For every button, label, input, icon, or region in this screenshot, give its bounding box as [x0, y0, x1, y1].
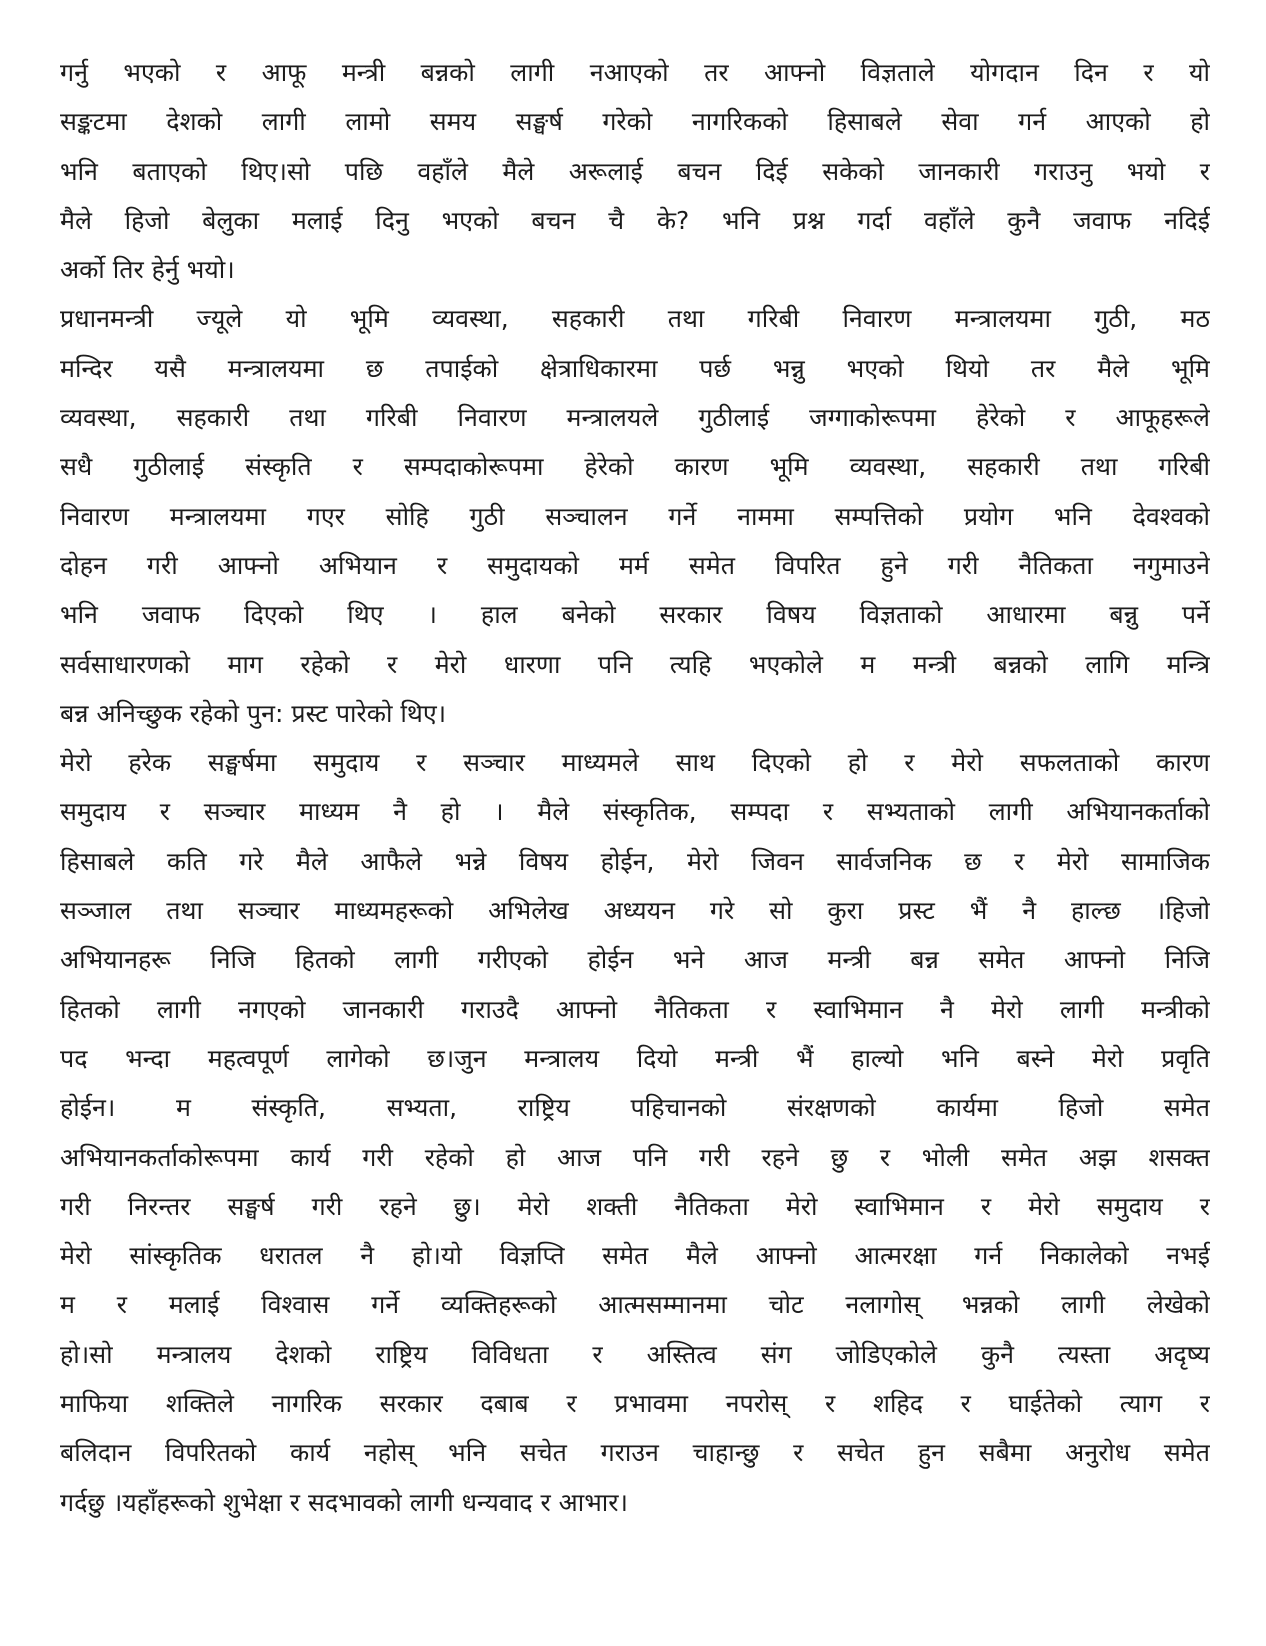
paragraph-2	[60, 294, 1210, 738]
text-line: हितको लागी नगएको जानकारी गराउदै आफ्नो नैतिकता र स्वाभिमान नै मेरो लागी मन्त्रीको	[60, 994, 1210, 1024]
text-line: माफिया शक्तिले नागरिक सरकार दबाब र प्रभावमा नपरोस् र शहिद र घाईतेको त्याग र	[60, 1389, 1210, 1419]
text-line: निवारण मन्त्रालयमा गएर सोहि गुठी सञ्चालन गर्ने नाममा सम्पत्तिको प्रयोग भनि देवश्वको	[60, 501, 1210, 531]
text-line: व्यवस्था, सहकारी तथा गरिबी निवारण मन्त्रालयले गुठीलाई जग्गाकोरूपमा हेरेको र आफूहरूले	[60, 403, 1210, 433]
text-line: मेरो सांस्कृतिक धरातल नै हो।यो विज्ञप्ति समेत मैले आफ्नो आत्मरक्षा गर्न निकालेको नभई	[60, 1241, 1210, 1271]
paragraph-3	[60, 738, 1210, 1527]
text-line: अभियानहरू निजि हितको लागी गरीएको होईन भने आज मन्त्री बन्न समेत आफ्नो निजि	[60, 945, 1210, 975]
text-line: मन्दिर यसै मन्त्रालयमा छ तपाईको क्षेत्राधिकारमा पर्छ भन्नु भएको थियो तर मैले भूमि	[60, 353, 1210, 383]
text-line: भनि जवाफ दिएको थिए । हाल बनेको सरकार विषय विज्ञताको आधारमा बन्नु पर्ने	[60, 600, 1210, 630]
text-line: हिसाबले कति गरे मैले आफैले भन्ने विषय होईन, मेरो जिवन सार्वजनिक छ र मेरो सामाजिक	[60, 846, 1210, 876]
text-line: सर्वसाधारणको माग रहेको र मेरो धारणा पनि त्यहि भएकोले म मन्त्री बन्नको लागि मन्त्रि	[60, 649, 1210, 679]
text-line: होईन। म संस्कृति, सभ्यता, राष्ट्रिय पहिचानको संरक्षणको कार्यमा हिजो समेत	[60, 1093, 1210, 1123]
text-line: सधै गुठीलाई संस्कृति र सम्पदाकोरूपमा हेरेको कारण भूमि व्यवस्था, सहकारी तथा गरिबी	[60, 452, 1210, 482]
text-line: गर्दछु ।यहाँहरूको शुभेक्षा र सदभावको लागी धन्यवाद र आभार।	[60, 1487, 628, 1517]
text-line: म र मलाई विश्वास गर्ने व्यक्तिहरूको आत्मसम्मानमा चोट नलागोस् भन्नको लागी लेखेको	[60, 1290, 1210, 1320]
text-line: सङ्कटमा देशको लागी लामो समय सङ्घर्ष गरेको नागरिकको हिसाबले सेवा गर्न आएको हो	[60, 107, 1210, 137]
text-line: भनि बताएको थिए।सो पछि वहाँले मैले अरूलाई बचन दिई सकेको जानकारी गराउनु भयो र	[60, 156, 1210, 186]
text-line: समुदाय र सञ्चार माध्यम नै हो । मैले संस्कृतिक, सम्पदा र सभ्यताको लागी अभियानकर्ताको	[60, 797, 1210, 827]
text-line: पद भन्दा महत्वपूर्ण लागेको छ।जुन मन्त्रालय दियो मन्त्री भैं हाल्यो भनि बस्ने मेरो प्रवृति	[60, 1043, 1210, 1073]
paragraph-1	[60, 48, 1210, 294]
text-line: बलिदान विपरितको कार्य नहोस् भनि सचेत गराउन चाहान्छु र सचेत हुन सबैमा अनुरोध समेत	[60, 1438, 1210, 1468]
text-line: मैले हिजो बेलुका मलाई दिनु भएको बचन चै के? भनि प्रश्न गर्दा वहाँले कुनै जवाफ नदिई	[60, 205, 1210, 235]
text-line: दोहन गरी आफ्नो अभियान र समुदायको मर्म समेत विपरित हुने गरी नैतिकता नगुमाउने	[60, 550, 1210, 580]
text-line: अर्को तिर हेर्नु भयो।	[60, 255, 235, 285]
text-line: बन्न अनिच्छुक रहेको पुन: प्रस्ट पारेको थिए।	[60, 698, 447, 728]
text-line: अभियानकर्ताकोरूपमा कार्य गरी रहेको हो आज पनि गरी रहने छु र भोली समेत अझ शसक्त	[60, 1142, 1210, 1172]
text-line: गरी निरन्तर सङ्घर्ष गरी रहने छु। मेरो शक्ती नैतिकता मेरो स्वाभिमान र मेरो समुदाय र	[60, 1191, 1210, 1221]
document-page	[60, 48, 1210, 1527]
text-line: प्रधानमन्त्री ज्यूले यो भूमि व्यवस्था, सहकारी तथा गरिबी निवारण मन्त्रालयमा गुठी, मठ	[60, 304, 1210, 334]
text-line: हो।सो मन्त्रालय देशको राष्ट्रिय विविधता र अस्तित्व संग जोडिएकोले कुनै त्यस्ता अदृष्य	[60, 1339, 1210, 1369]
text-line: गर्नु भएको र आफू मन्त्री बन्नको लागी नआएको तर आफ्नो विज्ञताले योगदान दिन र यो	[60, 58, 1210, 87]
text-line: सञ्जाल तथा सञ्चार माध्यमहरूको अभिलेख अध्ययन गरे सो कुरा प्रस्ट भैं नै हाल्छ ।हिजो	[60, 896, 1210, 926]
text-line: मेरो हरेक सङ्घर्षमा समुदाय र सञ्चार माध्यमले साथ दिएको हो र मेरो सफलताको कारण	[60, 748, 1210, 778]
